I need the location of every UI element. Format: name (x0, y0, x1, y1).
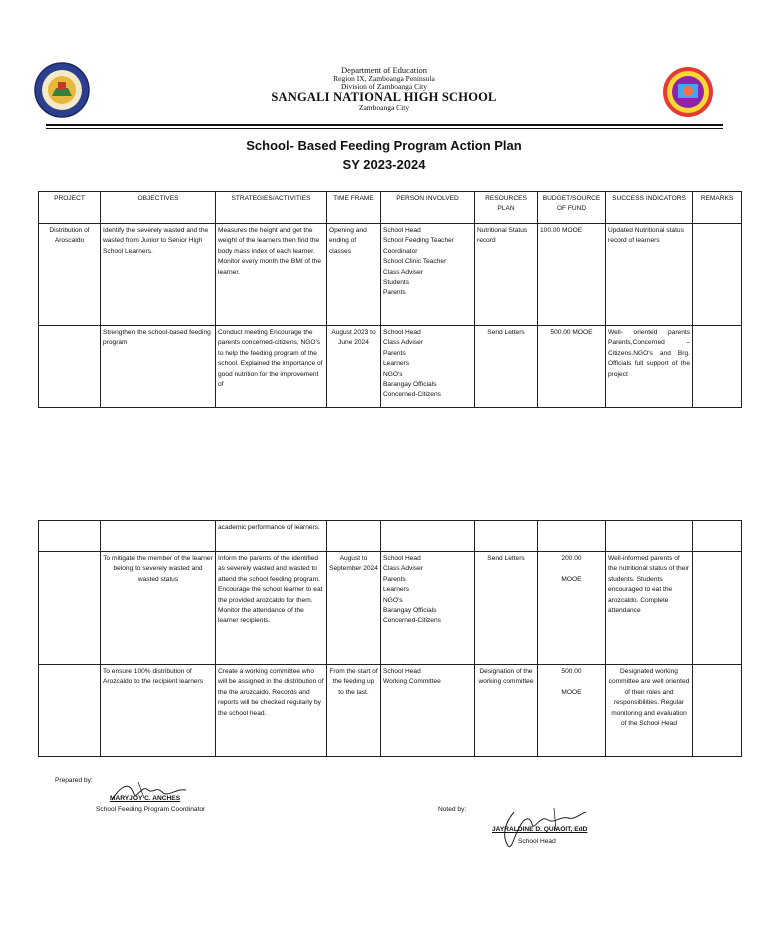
action-plan-table-page1 (38, 191, 742, 408)
table-row (39, 521, 742, 552)
cell-project (39, 326, 101, 408)
table-row (39, 326, 742, 408)
school-year: SY 2023-2024 (342, 157, 426, 172)
cell-time-frame: August to September 2024 (327, 552, 381, 665)
col-time-frame: TIME FRAME (327, 192, 381, 224)
division-name: Division of Zamboanga City (340, 81, 428, 91)
cell-budget: 100.00 MOOE (538, 224, 606, 326)
cell-objectives: Strengthen the school-based feeding program (101, 326, 216, 408)
cell-resources: Designation of the working committee (475, 665, 538, 757)
cell-project (39, 521, 101, 552)
col-strategies: STRATEGIES/ACTIVITIES (216, 192, 327, 224)
cell-indicators: Designated working committee are well oriented of their roles and responsibilities. Regular monitoring and evaluation of the School Head (606, 665, 693, 757)
cell-persons: School Head Class Adviser Parents Learners NGO's Barangay Officials Concerned-Citizens (381, 326, 475, 408)
cell-strategies: academic performance of learners. (216, 521, 327, 552)
noted-by-name: JAYRALDINE D. QUIAOIT, EdD (492, 826, 588, 833)
noted-by-title: School Head (518, 838, 556, 845)
col-indicators: SUCCESS INDICATORS (606, 192, 693, 224)
prepared-by-name: MARYJOY C. ANCHES (110, 795, 181, 802)
col-budget: BUDGET/SOURCE OF FUND (538, 192, 606, 224)
cell-project (39, 665, 101, 757)
cell-persons: School Head Working Committee (381, 665, 475, 757)
prepared-by-title: School Feeding Program Coordinator (96, 806, 206, 813)
cell-time-frame (327, 521, 381, 552)
cell-budget: 500.00 MOOE (538, 665, 606, 757)
cell-objectives (101, 521, 216, 552)
action-plan-table-page2 (38, 520, 742, 757)
cell-project (39, 552, 101, 665)
cell-remarks (693, 665, 742, 757)
letterhead (0, 66, 768, 112)
cell-indicators (606, 521, 693, 552)
header-rule (46, 124, 723, 126)
table-row (39, 224, 742, 326)
cell-objectives: To mitigate the member of the learner belong to severely wasted and wasted status (101, 552, 216, 665)
cell-budget: 500.00 MOOE (538, 326, 606, 408)
col-project: PROJECT (39, 192, 101, 224)
cell-indicators: Updated Nutritional status record of learners (606, 224, 693, 326)
cell-objectives: Identify the severely wasted and the wasted from Junior to Senior High School Learners. (101, 224, 216, 326)
cell-budget: 200.00 MOOE (538, 552, 606, 665)
cell-time-frame: Opening and ending of classes (327, 224, 381, 326)
cell-remarks (693, 552, 742, 665)
cell-strategies: Inform the parents of the identified as severely wasted and wasted to attend the school feeding program. Encourage the school learner to eat the provided arozcaldo for them. Monitor the attendance of the learner recipients. (216, 552, 327, 665)
cell-indicators: Well- oriented parents Parents,Concerned – Citizens.NGO's and Brg. Officials full support of the project (606, 326, 693, 408)
cell-remarks (693, 521, 742, 552)
table-row (39, 665, 742, 757)
table-header-row (39, 192, 742, 224)
city-name: Zamboanga City (358, 102, 410, 112)
cell-persons (381, 521, 475, 552)
col-resources: RESOURCES PLAN (475, 192, 538, 224)
header-rule-thin (46, 128, 723, 129)
cell-time-frame: August 2023 to June 2024 (327, 326, 381, 408)
cell-resources (475, 521, 538, 552)
col-objectives: OBJECTIVES (101, 192, 216, 224)
noted-by-label: Noted by: (438, 806, 467, 813)
document-title: School- Based Feeding Program Action Plan (246, 138, 522, 153)
cell-strategies: Measures the height and get the weight of the learners then find the body mass index of each learner. Monitor every month the BMI of the learner. (216, 224, 327, 326)
cell-remarks (693, 326, 742, 408)
cell-project: Distribution of Aroscaldo (39, 224, 101, 326)
cell-strategies: Conduct meeting Encourage the parents concerned-citizens, NGO's to help the feeding program of the school. Explained the importance of good nutrition for the improvement of (216, 326, 327, 408)
cell-indicators: Well-informed parents of the nutritional status of their students. Students encouraged to eat the arozcaldo. Complete attendance (606, 552, 693, 665)
cell-resources: Send Letters (475, 326, 538, 408)
cell-strategies: Create a working committee who will be assigned in the distribution of the the arozcaldo. Records and reports will be checked regularly by the school head. (216, 665, 327, 757)
col-remarks: REMARKS (693, 192, 742, 224)
cell-persons: School Head School Feeding Teacher Coordinator School Clinic Teacher Class Adviser Students Parents (381, 224, 475, 326)
cell-remarks (693, 224, 742, 326)
col-person-involved: PERSON INVOLVED (381, 192, 475, 224)
cell-persons: School Head Class Adviser Parents Learners NGO's Barangay Officials Concerned-Citizens (381, 552, 475, 665)
region-name: Region IX, Zamboanga Peninsula (333, 73, 435, 83)
cell-resources: Nutritional Status record (475, 224, 538, 326)
prepared-by-label: Prepared by: (55, 777, 93, 784)
cell-time-frame: From the start of the feeding up to the last. (327, 665, 381, 757)
table-row (39, 552, 742, 665)
dept-name: Department of Education (341, 65, 427, 75)
cell-budget (538, 521, 606, 552)
cell-resources: Send Letters (475, 552, 538, 665)
cell-objectives: To ensure 100% distribution of Arozcaldo to the recipient learners (101, 665, 216, 757)
school-name: SANGALI NATIONAL HIGH SCHOOL (271, 89, 497, 104)
